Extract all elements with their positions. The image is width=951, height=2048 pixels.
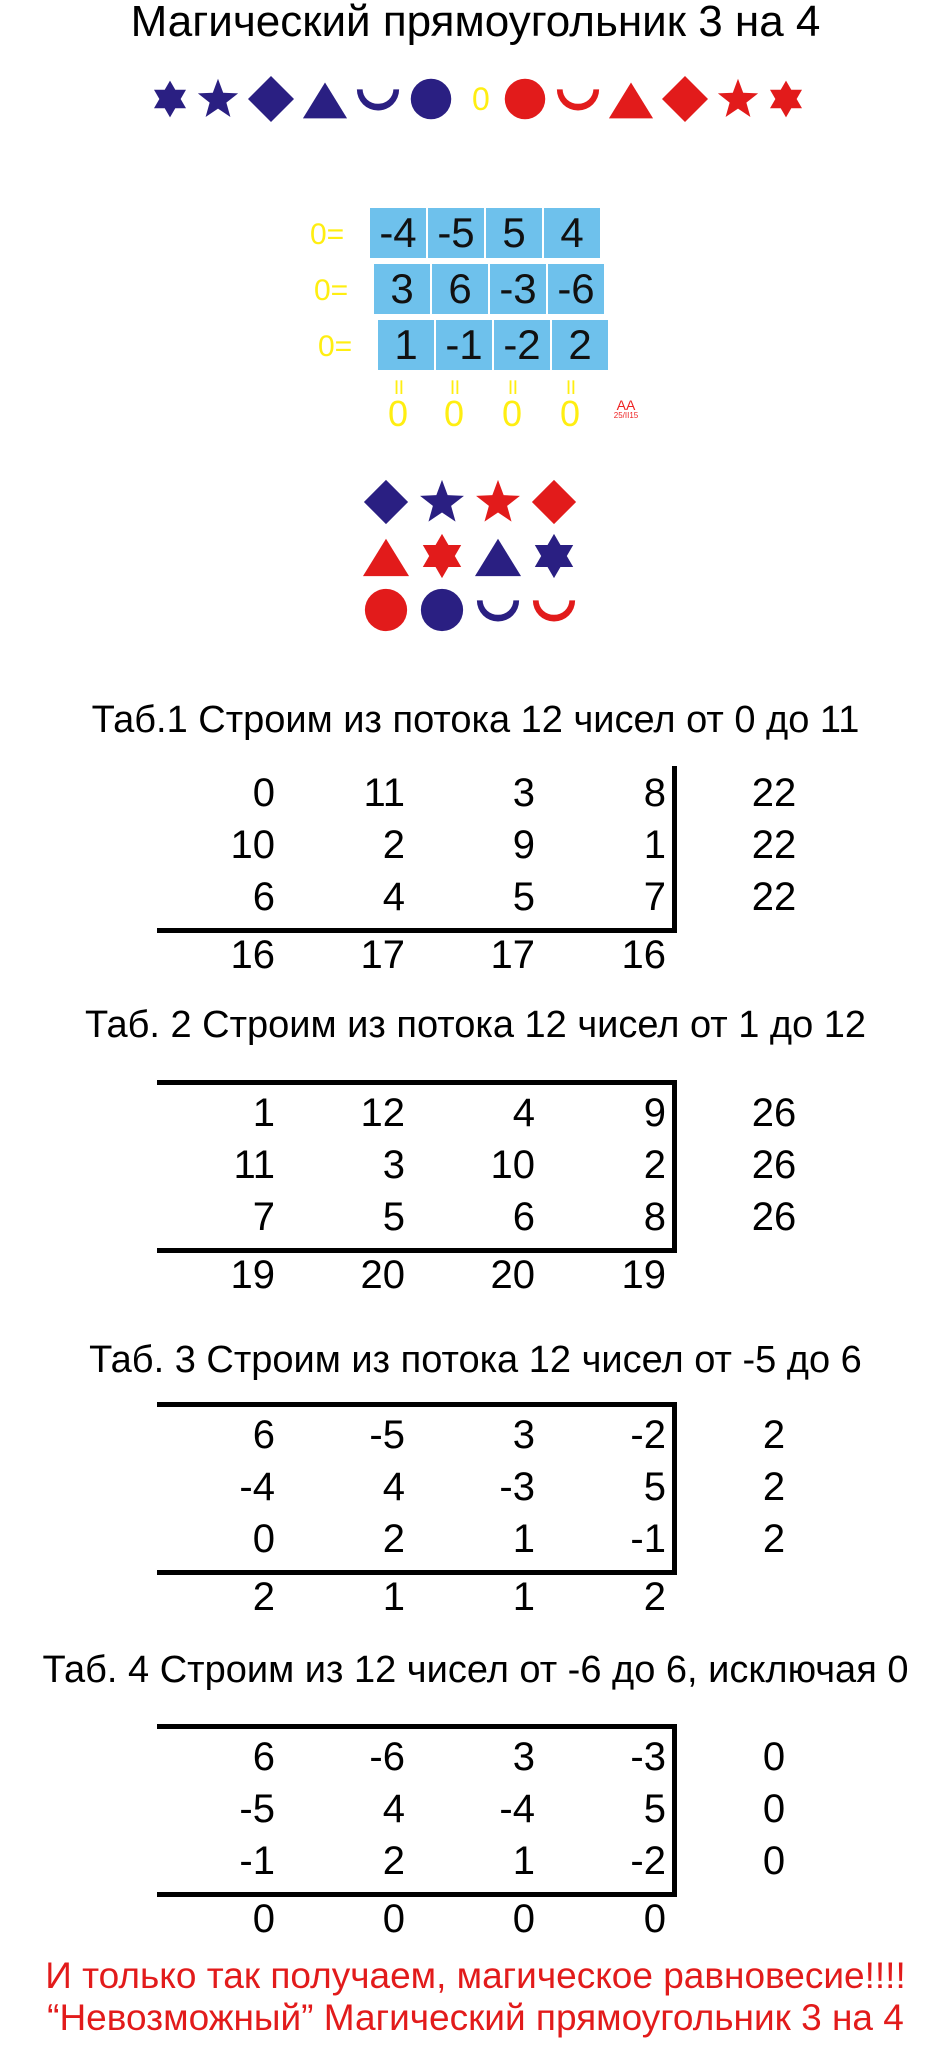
column-equals-zero	[550, 374, 590, 434]
table-cell: 3	[382, 1143, 405, 1187]
shape-grid-row	[362, 478, 586, 526]
table-cell: -2	[630, 1839, 666, 1883]
table-cell: -5	[239, 1787, 275, 1831]
table-top-rule	[157, 1724, 677, 1729]
row-sum: 26	[751, 1091, 797, 1135]
row-sum: 0	[762, 1735, 786, 1779]
star-icon	[716, 77, 760, 121]
column-sum: 16	[230, 933, 275, 977]
star-icon	[418, 478, 466, 526]
shape-grid-row	[362, 586, 586, 634]
table-cell: 6	[252, 1413, 275, 1457]
star-icon	[196, 77, 240, 121]
magic-cell: 3	[374, 264, 430, 314]
table-top-rule	[157, 1402, 677, 1407]
row-sum: 2	[762, 1465, 786, 1509]
column-sum: 17	[490, 933, 535, 977]
crescent-icon	[554, 75, 602, 123]
magic-cell: 6	[432, 264, 488, 314]
row-sum: 0	[762, 1787, 786, 1831]
triangle-icon	[362, 532, 410, 580]
row-sum: 2	[762, 1413, 786, 1457]
table-horizontal-rule	[157, 1892, 677, 1897]
table-cell: -4	[239, 1465, 275, 1509]
table-cell: 4	[512, 1091, 535, 1135]
crescent-icon	[354, 75, 402, 123]
table-cell: 10	[490, 1143, 535, 1187]
top-shape-row	[150, 74, 812, 124]
equals-bars: ॥	[391, 374, 405, 399]
table-title: Таб. 2 Строим из потока 12 чисел от 1 до 12	[84, 1004, 867, 1046]
row-sum: 0	[762, 1839, 786, 1883]
diamond-icon	[362, 478, 410, 526]
magic-cell: -4	[370, 208, 426, 258]
star-of-david-icon	[766, 79, 806, 119]
circle-icon	[408, 76, 454, 122]
table-cell: 7	[643, 875, 666, 919]
row-sum: 22	[751, 875, 797, 919]
column-sum: 16	[621, 933, 666, 977]
row-sum: 26	[751, 1195, 797, 1239]
triangle-icon	[474, 532, 522, 580]
table-title: Таб. 4 Строим из 12 чисел от -6 до 6, исключая 0	[42, 1649, 909, 1691]
table-cell: 1	[512, 1517, 535, 1561]
column-equals-zero	[378, 374, 418, 434]
table-cell: 3	[512, 771, 535, 815]
table-cell: 4	[382, 1465, 405, 1509]
shape-grid-row	[362, 532, 586, 580]
table-cell: 2	[382, 1839, 405, 1883]
table-cell: 11	[233, 1143, 275, 1187]
magic-cell: -1	[436, 320, 492, 370]
diamond-icon	[530, 478, 578, 526]
center-zero: 0	[472, 80, 490, 117]
row-sum: 2	[762, 1517, 786, 1561]
table-cell: 1	[252, 1091, 275, 1135]
table-cell: 9	[512, 823, 535, 867]
table-cell: 4	[382, 1787, 405, 1831]
column-sum: 0	[643, 1897, 666, 1941]
table-title: Таб. 3 Строим из потока 12 чисел от -5 до 6	[89, 1339, 862, 1381]
table-cell: 1	[512, 1839, 535, 1883]
magic-cell: -5	[428, 208, 484, 258]
column-sum: 17	[360, 933, 405, 977]
equals-bars: ॥	[505, 374, 519, 399]
page-title: Магический прямоугольник 3 на 4	[130, 0, 821, 46]
table-cell: -5	[369, 1413, 405, 1457]
column-sum: 1	[512, 1575, 535, 1619]
table-cell: 2	[382, 823, 405, 867]
table-title: Таб.1 Строим из потока 12 чисел от 0 до 11	[91, 699, 860, 741]
column-sum: 0	[382, 1897, 405, 1941]
table-cell: -3	[499, 1465, 535, 1509]
column-equals-zero	[492, 374, 532, 434]
table-cell: 6	[252, 1735, 275, 1779]
table-cell: 3	[512, 1413, 535, 1457]
magic-cell: -2	[494, 320, 550, 370]
table-cell: -3	[630, 1735, 666, 1779]
table-cell: 5	[643, 1465, 666, 1509]
crescent-icon	[474, 586, 522, 634]
magic-cell: 2	[552, 320, 608, 370]
footer-line-1: И только так получаем, магическое равновесие!!!!	[45, 1955, 906, 1996]
column-sum: 2	[252, 1575, 275, 1619]
magic-cell: 5	[486, 208, 542, 258]
author-signature	[606, 398, 646, 420]
table-horizontal-rule	[157, 1248, 677, 1253]
table-vertical-rule	[672, 1404, 677, 1574]
triangle-icon	[608, 76, 654, 122]
table-horizontal-rule	[157, 928, 677, 933]
column-sum: 0	[252, 1897, 275, 1941]
table-top-rule	[157, 1080, 677, 1085]
column-sum: 20	[360, 1253, 405, 1297]
column-sum: 1	[382, 1575, 405, 1619]
column-sum: 0	[512, 1897, 535, 1941]
row-equals-zero: 0=	[318, 330, 353, 363]
circle-icon	[502, 76, 548, 122]
signature-date: 25/II15	[613, 411, 639, 420]
table-cell: 10	[230, 823, 275, 867]
table-cell: 5	[643, 1787, 666, 1831]
table-horizontal-rule	[157, 1570, 677, 1575]
zero-value: 0	[443, 393, 465, 434]
table-cell: 0	[252, 771, 275, 815]
table-cell: -1	[630, 1517, 666, 1561]
star-icon	[474, 478, 522, 526]
table-cell: 0	[252, 1517, 275, 1561]
table-vertical-rule	[672, 1082, 677, 1252]
star-of-david-icon	[418, 532, 466, 580]
star-of-david-icon	[530, 532, 578, 580]
table-cell: 8	[643, 771, 666, 815]
table-cell: 2	[643, 1143, 666, 1187]
equals-bars: ॥	[563, 374, 577, 399]
zero-value: 0	[559, 393, 581, 434]
row-sum: 26	[751, 1143, 797, 1187]
table-cell: 3	[512, 1735, 535, 1779]
column-sum: 19	[621, 1253, 666, 1297]
table-cell: -6	[369, 1735, 405, 1779]
triangle-icon	[302, 76, 348, 122]
zero-value: 0	[387, 393, 409, 434]
table-cell: 7	[252, 1195, 275, 1239]
table-cell: 9	[643, 1091, 666, 1135]
table-cell: -2	[630, 1413, 666, 1457]
star-of-david-icon	[150, 79, 190, 119]
row-sum: 22	[751, 771, 797, 815]
row-equals-zero: 0=	[314, 274, 349, 307]
diamond-icon	[246, 74, 296, 124]
crescent-icon	[530, 586, 578, 634]
table-cell: 4	[382, 875, 405, 919]
row-equals-zero: 0=	[310, 218, 345, 251]
diamond-icon	[660, 74, 710, 124]
table-cell: 12	[360, 1091, 405, 1135]
equals-bars: ॥	[447, 374, 461, 399]
circle-icon	[418, 586, 466, 634]
table-cell: -1	[239, 1839, 275, 1883]
footer-line-2: “Невозможный” Магический прямоугольник 3 на 4	[47, 1997, 904, 2038]
table-cell: 1	[643, 823, 666, 867]
table-cell: 6	[252, 875, 275, 919]
table-vertical-rule	[672, 766, 677, 932]
column-sum: 19	[230, 1253, 275, 1297]
table-cell: 2	[382, 1517, 405, 1561]
row-sum: 22	[751, 823, 797, 867]
table-vertical-rule	[672, 1726, 677, 1896]
table-cell: 11	[363, 771, 405, 815]
table-cell: 5	[512, 875, 535, 919]
magic-cell: -6	[548, 264, 604, 314]
magic-cell: -3	[490, 264, 546, 314]
circle-icon	[362, 586, 410, 634]
signature-initials: AA	[616, 397, 636, 413]
zero-value: 0	[501, 393, 523, 434]
table-cell: 6	[512, 1195, 535, 1239]
shape-grid	[362, 478, 586, 640]
magic-cell: 1	[378, 320, 434, 370]
table-cell: -4	[499, 1787, 535, 1831]
column-equals-zero	[434, 374, 474, 434]
table-cell: 8	[643, 1195, 666, 1239]
column-sum: 2	[643, 1575, 666, 1619]
table-cell: 5	[382, 1195, 405, 1239]
column-sum: 20	[490, 1253, 535, 1297]
magic-cell: 4	[544, 208, 600, 258]
